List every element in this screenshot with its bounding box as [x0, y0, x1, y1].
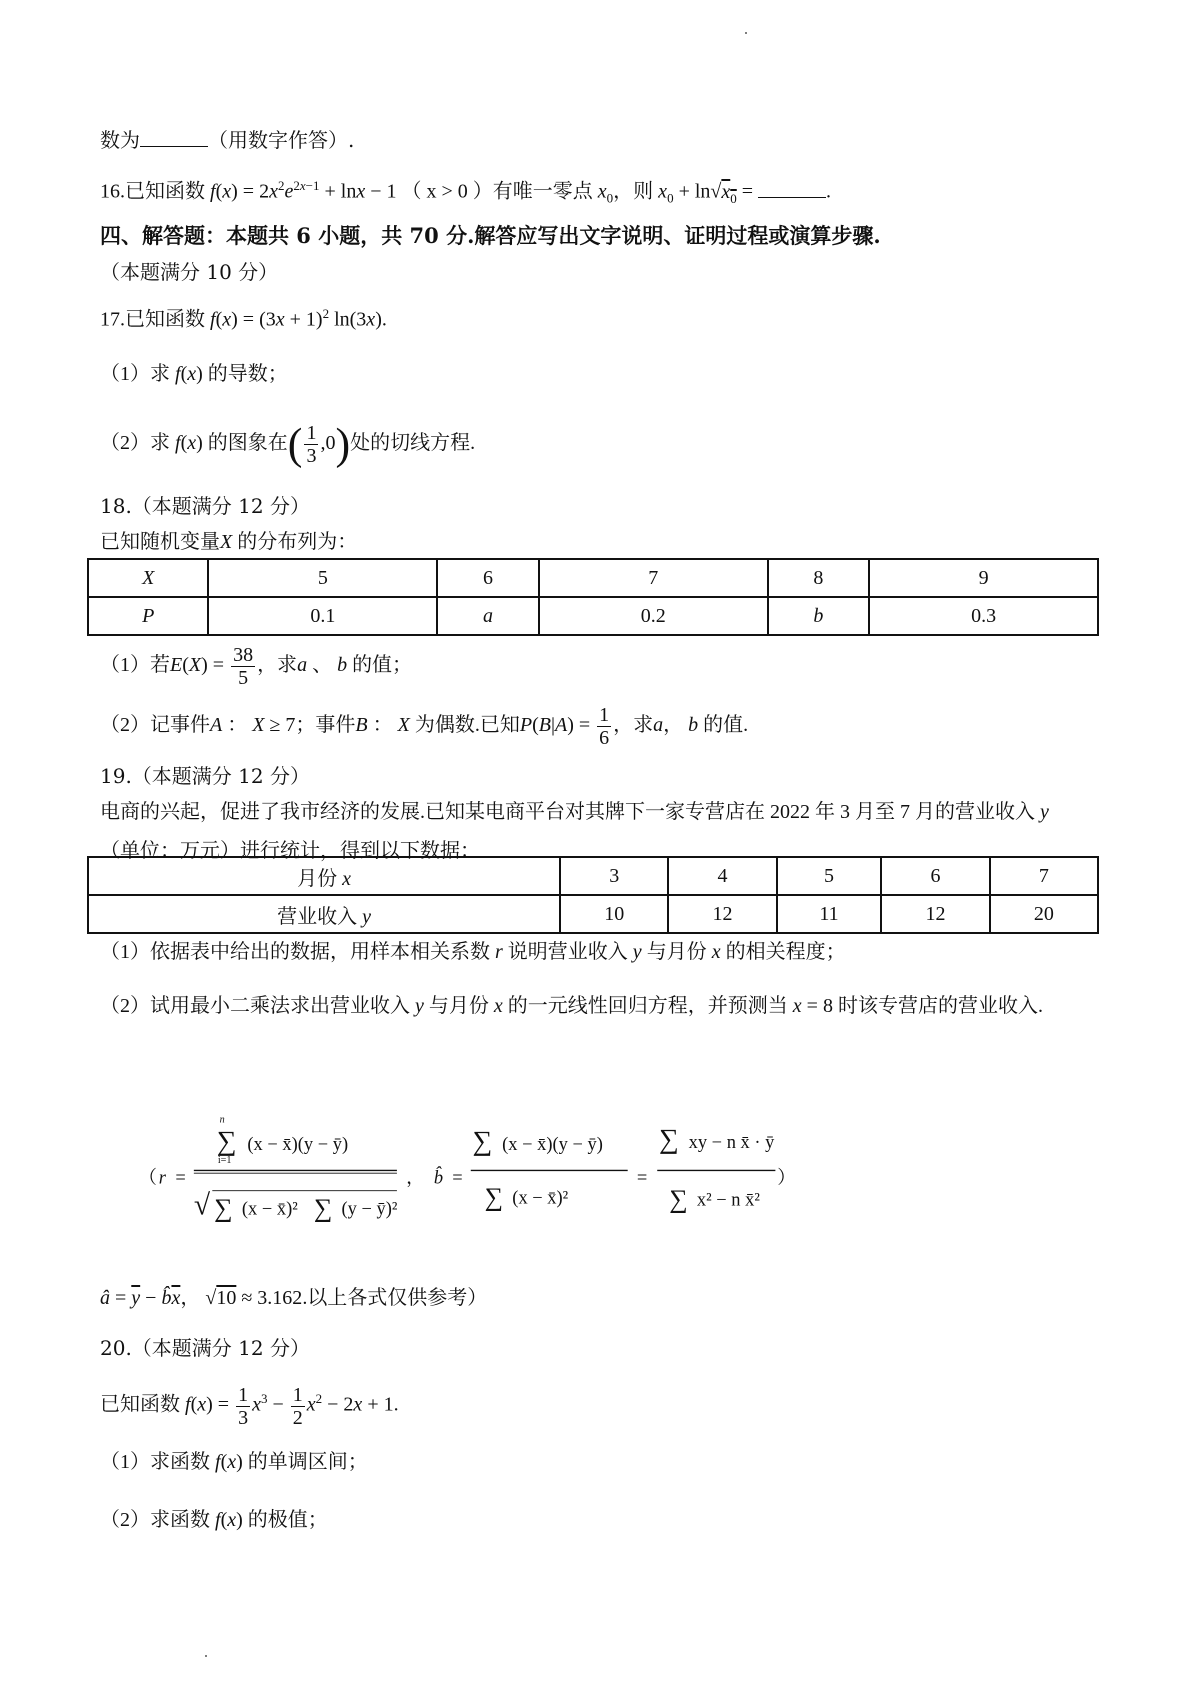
q19-score: 19.（本题满分 12 分）	[100, 764, 310, 788]
q15-text: 数为	[100, 128, 140, 152]
q20-p2b: 的极值；	[247, 1509, 328, 1531]
q18-p1b: ，求	[257, 654, 298, 676]
q19-part1: （1）依据表中给出的数据，用样本相关系数 r 说明营业收入 y 与月份 x 的相关程度；	[100, 941, 846, 963]
q17-p1b: 的导数；	[207, 363, 288, 385]
q16-line: 16.已知函数 $f(x) = 2x^2e^{2x-1} + \ln x - 1$ （ x > 0 ）有唯一零点 $x_0$，则 $x_0 + \ln√x_0$ = .	[100, 178, 832, 206]
q20-part2: （2）求函数 f(x) 的极值；	[100, 1509, 328, 1531]
table-cell: 11	[777, 895, 882, 933]
q17-label: 17.已知函数	[100, 308, 205, 331]
svg-text:∑: ∑	[216, 1125, 237, 1157]
svg-text:(x − x̄)²: (x − x̄)²	[241, 1198, 298, 1219]
q19-intro2: （单位：万元）进行统计，得到以下数据：	[100, 838, 480, 862]
q18-p2g: ，	[663, 714, 684, 736]
q18-p2: （2）记事件	[100, 714, 210, 736]
section-heading: 四、解答题：本题共 6 小题，共 70 分.解答应写出文字说明、证明过程或演算步骤.	[100, 223, 881, 248]
q20-label: 已知函数	[100, 1393, 180, 1416]
q19-note: â = $\overline{y}$ − $b̂\overline{x}$， √10 ≈ 3.162.以上各式仅供参考）	[100, 1287, 488, 1309]
table-cell: 营业收入 y	[88, 895, 560, 933]
table-cell: 0.2	[539, 597, 768, 635]
table-row	[88, 857, 1098, 895]
q19-note2: .以上各式仅供参考）	[302, 1287, 488, 1309]
q19-p2b: 与月份	[428, 995, 489, 1017]
q18-score: 18.（本题满分 12 分）	[100, 494, 310, 518]
scan-dot	[205, 1655, 207, 1657]
q19-p2d: 时该专营店的营业收入.	[837, 995, 1043, 1017]
q20-p1: （1）求函数	[100, 1451, 210, 1473]
table-cell: 5	[777, 857, 882, 895]
q18-p1: （1）若	[100, 654, 170, 676]
q16-end: .	[826, 180, 832, 203]
q17-p2: （2）求	[100, 432, 170, 454]
q20-p2: （2）求函数	[100, 1509, 210, 1531]
q18-p2c: ；事件	[295, 714, 356, 736]
q15-tail-line	[100, 126, 354, 154]
table-row	[88, 895, 1098, 933]
table-row	[88, 597, 1098, 635]
table-row	[88, 559, 1098, 597]
table-cell: 月份 x	[88, 857, 560, 895]
table-cell: 3	[560, 857, 668, 895]
table-cell: 20	[990, 895, 1098, 933]
svg-text:(x − x̄)²: (x − x̄)²	[512, 1187, 569, 1208]
svg-text:(x − x̄)(y − ȳ): (x − x̄)(y − ȳ)	[502, 1134, 603, 1155]
q18-p1d: 的值；	[352, 654, 413, 676]
q20-part1: （1）求函数 f(x) 的单调区间；	[100, 1451, 368, 1473]
q18-part2: （2）记事件A ： X ≥ 7；事件B ： X 为偶数.已知P(B|A) = $\frac{1}{6}$ ，求a， b 的值.	[100, 703, 749, 749]
table-cell: 4	[668, 857, 776, 895]
svg-text:∑: ∑	[669, 1184, 688, 1214]
q19-note-sep: ，	[180, 1287, 201, 1309]
q18-p2b: ：	[227, 714, 248, 736]
table-cell: 7	[539, 559, 768, 597]
q17-p2b: 的图象在	[207, 432, 288, 454]
q18-intro: 已知随机变量X 的分布列为：	[100, 531, 358, 553]
table-cell: X	[88, 559, 208, 597]
q17-part2: （2）求 f(x) 的图象在( $\frac{1}{3}$ ,0)处的切线方程.	[100, 419, 476, 469]
q19-data-table	[87, 856, 1099, 934]
q18-p2d: ：	[372, 714, 393, 736]
q17-p1: （1）求	[100, 363, 170, 385]
q19-p1d: 的相关程度；	[725, 941, 846, 963]
q16-then: ，则	[613, 180, 654, 203]
q18-distribution-table	[87, 558, 1099, 636]
svg-text:∑: ∑	[659, 1123, 679, 1155]
q19-intro: 电商的兴起，促进了我市经济的发展.已知某电商平台对其牌下一家专营店在 2022 年 3 月至 7 月的营业收入 y	[100, 801, 1049, 823]
q19-p1: （1）依据表中给出的数据，用样本相关系数	[100, 941, 490, 963]
table-cell: b	[768, 597, 870, 635]
q17-part1: （1）求 f(x) 的导数；	[100, 363, 288, 385]
svg-text:(x − x̄)(y − ȳ): (x − x̄)(y − ȳ)	[247, 1134, 349, 1155]
q19-p2c: 的一元线性回归方程，并预测当	[507, 995, 788, 1017]
table-cell: 8	[768, 559, 870, 597]
svg-text:∑: ∑	[214, 1193, 233, 1223]
svg-text:∑: ∑	[484, 1182, 504, 1212]
q15-after: （用数字作答）.	[208, 128, 355, 152]
q18-p2h: 的值.	[703, 714, 749, 736]
table-cell: P	[88, 597, 208, 635]
q20-score: 20.（本题满分 12 分）	[100, 1336, 310, 1360]
q17-line: 17.已知函数 $f(x) = (3x + 1)^2$ ln(3x).	[100, 306, 387, 331]
table-cell: 9	[869, 559, 1098, 597]
table-cell: a	[437, 597, 539, 635]
svg-text:i=1: i=1	[217, 1155, 232, 1166]
svg-text:r: r	[158, 1167, 166, 1188]
q16-cond: （ x > 0 ）有唯一零点	[401, 180, 593, 203]
scan-dot	[745, 32, 747, 34]
q18-p1c: 、	[312, 654, 333, 676]
table-cell: 5	[208, 559, 437, 597]
svg-text:b̂: b̂	[433, 1167, 444, 1188]
q18-part1: （1）若E(X) = $\frac{38}{5}$ ，求a 、 b 的值；	[100, 643, 413, 689]
svg-text:∑: ∑	[313, 1193, 333, 1223]
q19-part2: （2）试用最小二乘法求出营业收入 y 与月份 x 的一元线性回归方程，并预测当 x = 8 时该专营店的营业收入.	[100, 995, 1043, 1017]
regression-formula	[100, 1115, 1100, 1235]
table-cell: 10	[560, 895, 668, 933]
table-cell: 6	[437, 559, 539, 597]
svg-text:，: ，	[406, 1167, 425, 1188]
q20-p1b: 的单调区间；	[247, 1451, 368, 1473]
q19-intro-text: 电商的兴起，促进了我市经济的发展.已知某电商平台对其牌下一家专营店在 2022 年 3 月至 7 月的营业收入	[100, 801, 1035, 823]
q19-p1b: 说明营业收入	[507, 941, 628, 963]
svg-text:√: √	[193, 1189, 211, 1222]
q19-p1c: 与月份	[646, 941, 707, 963]
svg-text:x² − n x̄²: x² − n x̄²	[696, 1189, 760, 1210]
table-cell: 6	[881, 857, 989, 895]
svg-text:=: =	[175, 1167, 186, 1188]
table-cell: 0.1	[208, 597, 437, 635]
table-cell: 7	[990, 857, 1098, 895]
svg-text:xy − n x̄ · ȳ: xy − n x̄ · ȳ	[688, 1132, 775, 1153]
svg-text:=: =	[636, 1167, 648, 1188]
svg-text:（: （	[138, 1167, 157, 1188]
q19-p2: （2）试用最小二乘法求出营业收入	[100, 995, 410, 1017]
table-cell: 12	[668, 895, 776, 933]
table-cell: 12	[881, 895, 989, 933]
table-cell: 0.3	[869, 597, 1098, 635]
q16-label: 16.已知函数	[100, 180, 205, 203]
svg-text:=: =	[452, 1167, 463, 1188]
q18-intro-text: 已知随机变量	[100, 531, 220, 553]
q17-p2c: 处的切线方程.	[350, 432, 476, 454]
svg-text:∑: ∑	[472, 1125, 493, 1157]
q17-score: （本题满分 10 分）	[100, 260, 279, 284]
q18-p2e: 为偶数.已知	[414, 714, 520, 736]
svg-text:(y − ȳ)²: (y − ȳ)²	[341, 1198, 398, 1219]
q18-intro2: 的分布列为：	[237, 531, 358, 553]
svg-text:）: ）	[777, 1167, 796, 1188]
answer-blank	[140, 128, 208, 147]
q20-line: 已知函数 f(x) = $\frac{1}{3}$ $x^3$ − $\frac{1}{2}$ $x^2 - 2x + 1$.	[100, 1383, 399, 1429]
svg-text:n: n	[219, 1115, 225, 1126]
q18-p2f: ，求	[613, 714, 654, 736]
answer-blank	[758, 179, 826, 198]
